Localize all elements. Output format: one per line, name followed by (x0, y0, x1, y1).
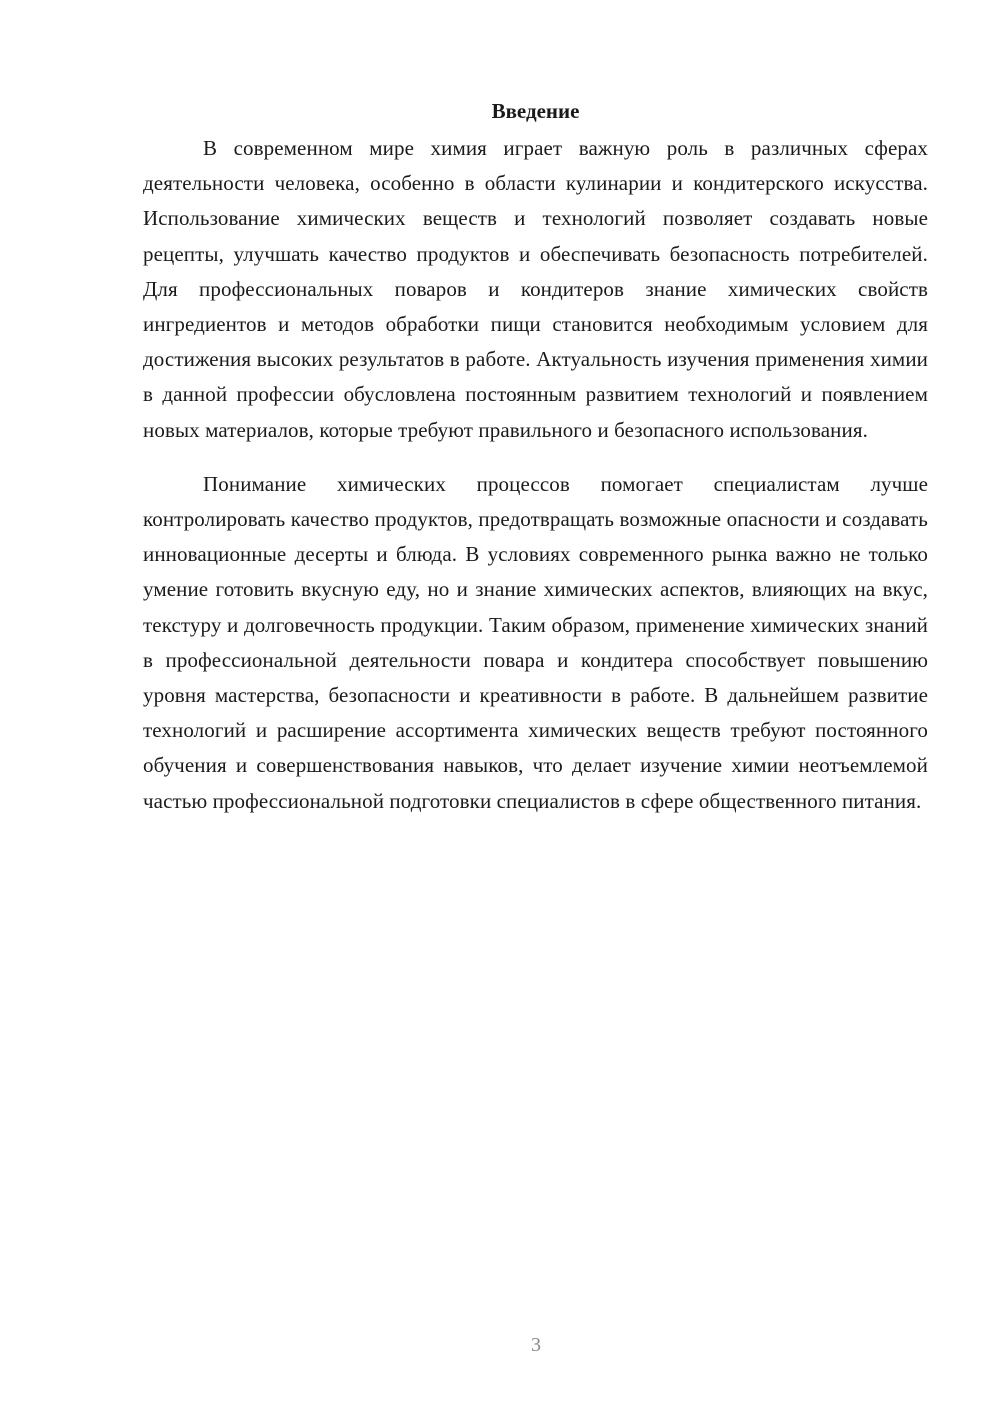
section-heading: Введение (491, 99, 580, 123)
page-number: 3 (531, 1334, 541, 1356)
page-body (143, 96, 928, 819)
paragraph-2: Понимание химических процессов помогает специалистам лучше контролировать качество продуктов, предотвращать возможные опасности и создавать инновационные десерты и блюда. В условиях современного рынка важно не только умение готовить вкусную еду, но и знание химических аспектов, влияющих на вкус, текстуру и долговечность продукции. Таким образом, применение химических знаний в профессиональной деятельности повара и кондитера способствует повышению уровня мастерства, безопасности и креативности в работе. В дальнейшем развитие технологий и расширение ассортимента химических веществ требуют постоянного обучения и совершенствования навыков, что делает изучение химии неотъемлемой частью профессиональной подготовки специалистов в сфере общественного питания. (143, 471, 928, 813)
paragraph-1: В современном мире химия играет важную роль в различных сферах деятельности человека, особенно в области кулинарии и кондитерского искусства. Использование химических веществ и технологий позволяет создавать новые рецепты, улучшать качество продуктов и обеспечивать безопасность потребителей. Для профессиональных поваров и кондитеров знание химических свойств ингредиентов и методов обработки пищи становится необходимым условием для достижения высоких результатов в работе. Актуальность изучения применения химии в данной профессии обусловлена постоянным развитием технологий и появлением новых материалов, которые требуют правильного и безопасного использования. (143, 136, 928, 442)
